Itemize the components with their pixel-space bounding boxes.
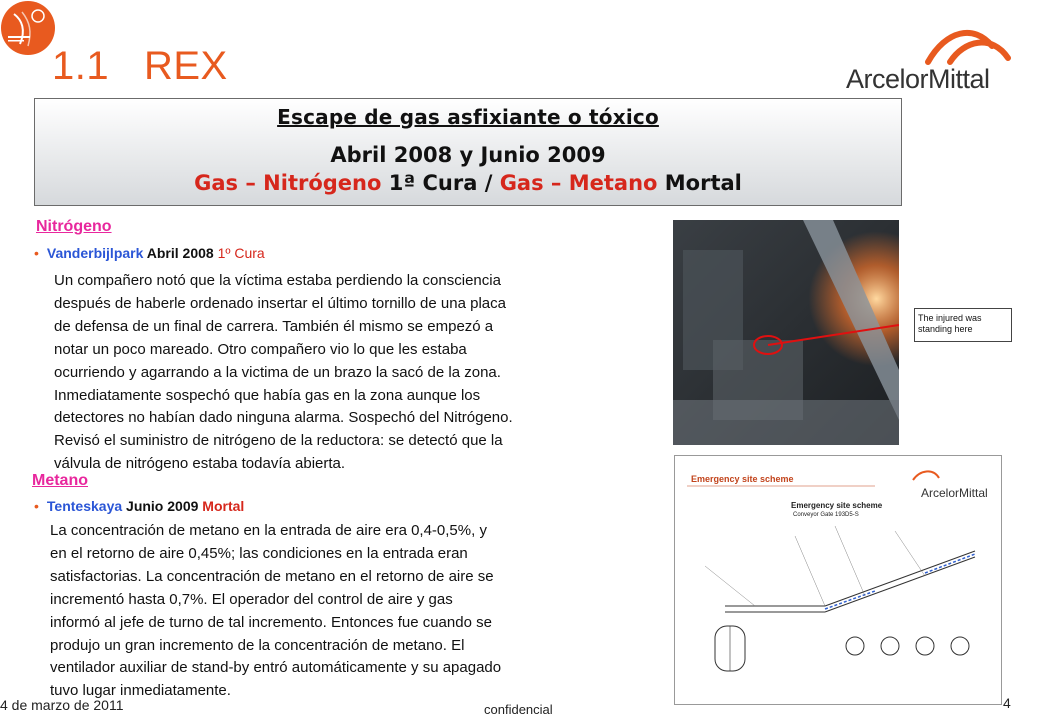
bullet-metano-case — [34, 498, 244, 514]
incident-title: Escape de gas asfixiante o tóxico — [277, 105, 659, 129]
bullet-dot-icon: • — [34, 245, 39, 261]
footer-confidential: confidencial — [484, 702, 553, 717]
case-date: Junio 2009 — [122, 498, 203, 514]
gas-nitrogen-outcome: 1ª Cura / — [381, 171, 500, 195]
text-line: produjo un gran incremento de la concentración de metano. El — [50, 636, 465, 654]
incident-dates: Abril 2008 y Junio 2009 — [330, 143, 606, 167]
text-line: detectores no habían dado ninguna alarma. Sospechó del Nitrógeno. — [54, 409, 513, 427]
text-line: tuvo lugar inmediatamente. — [50, 682, 231, 700]
case-outcome: 1º Cura — [217, 245, 265, 261]
text-line: Inmediatamente sospechó que había gas en la zona aunque los — [54, 386, 481, 404]
text-line: Revisó el suministro de nitrógeno de la reductora: se detectó que la — [54, 432, 503, 450]
text-line: de defensa de un final de carrera. También él mismo se empezó a — [54, 317, 494, 335]
gas-methane-outcome: Mortal — [657, 171, 742, 195]
arc-swoosh-icon — [846, 18, 1026, 66]
text-line: ocurriendo y agarrando a la victima de un brazo la sacó de la zona. — [54, 363, 501, 381]
slide-title-text: REX — [143, 44, 228, 88]
emergency-site-diagram — [674, 455, 1002, 705]
section-heading-nitrogeno: Nitrógeno — [36, 218, 112, 235]
page-number: 4 — [1003, 695, 1011, 711]
photo-callout-label: The injured was standing here — [914, 308, 1012, 342]
text-line: notar un poco mareado. Otro compañero vio lo que les estaba — [54, 340, 467, 358]
slide-number: 1.1 — [52, 44, 110, 88]
text-line: incrementó hasta 0,7%. El operador del control de aire y gas — [50, 590, 453, 608]
diagram-title: Emergency site scheme — [691, 474, 794, 484]
case-place: Vanderbijlpark — [46, 245, 144, 261]
bullet-nitrogeno-case — [34, 245, 265, 261]
case-outcome: Mortal — [202, 498, 245, 514]
footer-date: 4 de marzo de 2011 — [0, 697, 124, 713]
diagram-code: Conveyor Gate 193D5-S — [793, 512, 859, 518]
arcelormittal-logo — [846, 18, 1026, 98]
case-place: Tenteskaya — [46, 498, 123, 514]
gas-methane-label: Gas – Metano — [499, 171, 658, 195]
gas-nitrogen-label: Gas – Nitrógeno — [194, 171, 382, 195]
incident-gases — [35, 171, 901, 195]
metano-description — [50, 520, 620, 703]
diagram-subtitle: Emergency site scheme — [791, 501, 883, 510]
case-date: Abril 2008 — [143, 245, 218, 261]
bullet-dot-icon: • — [34, 498, 39, 514]
slide-title — [52, 44, 228, 89]
nitrogeno-description — [54, 270, 634, 476]
text-line: Un compañero notó que la víctima estaba perdiendo la consciencia — [54, 272, 501, 289]
diagram-brand: ArcelorMittal — [921, 486, 988, 500]
text-line: válvula de nitrógeno estaba todavía abierta. — [54, 455, 346, 473]
text-line: satisfactorias. La concentración de metano en el retorno de aire se — [50, 567, 494, 585]
brand-name: ArcelorMittal — [846, 64, 990, 94]
incident-site-photo — [673, 220, 899, 445]
incident-header-box — [34, 98, 902, 206]
text-line: ventilador auxiliar de stand-by entró automáticamente y su apagado — [50, 659, 502, 677]
section-heading-metano: Metano — [32, 472, 88, 489]
text-line: La concentración de metano en la entrada de aire era 0,4-0,5%, y — [50, 522, 487, 539]
text-line: en el retorno de aire 0,45%; las condiciones en la entrada eran — [50, 544, 468, 562]
company-seal-logo — [0, 0, 56, 56]
diagram-drawing — [675, 456, 1001, 704]
text-line: después de haberle ordenado insertar el último tornillo de una placa — [54, 294, 506, 312]
text-line: informó al jefe de turno de tal incremento. Entonces fue cuando se — [50, 613, 492, 631]
